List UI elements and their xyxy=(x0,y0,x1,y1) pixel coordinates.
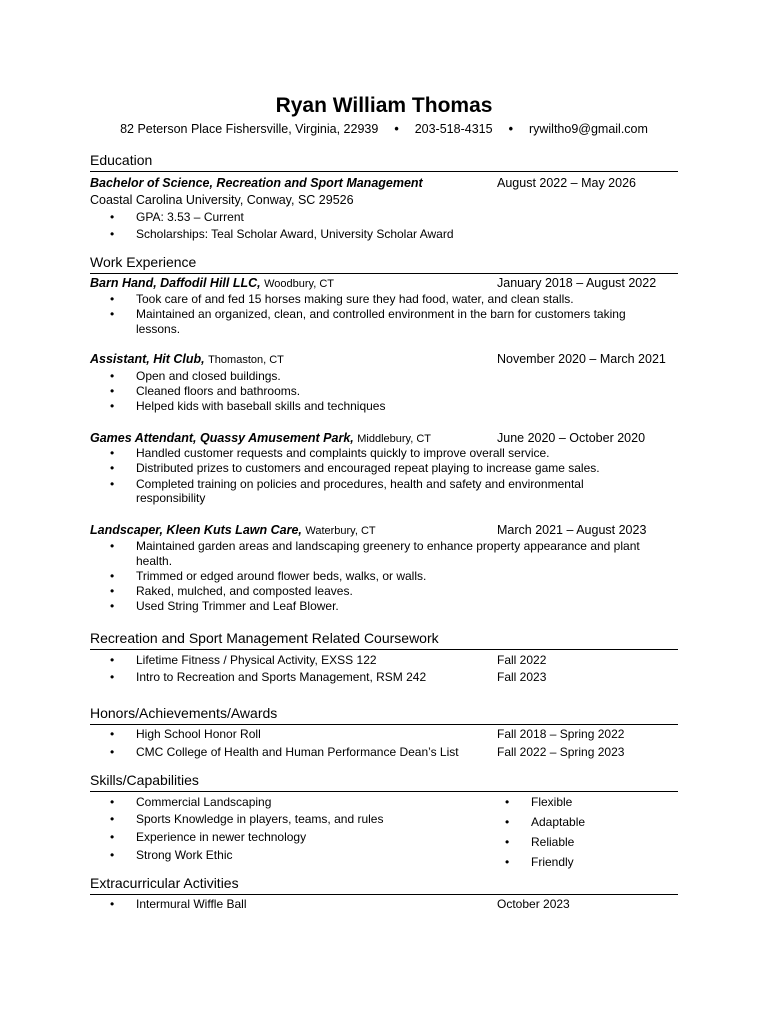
job-heading xyxy=(90,431,431,445)
honor-term: Fall 2018 – Spring 2022 xyxy=(497,727,625,741)
list-item-text: Adaptable xyxy=(531,815,586,829)
degree: Bachelor of Science, Recreation and Sport Management xyxy=(90,176,423,190)
bullet-icon: • xyxy=(110,830,115,844)
bullet-icon: • xyxy=(505,855,510,869)
email-link[interactable]: rywiltho9@gmail.com xyxy=(528,122,648,136)
bullet-icon: • xyxy=(110,745,115,759)
list-item-text: Maintained an organized, clean, and controlled environment in the barn for customers taking xyxy=(136,307,626,321)
list-item-text: GPA: 3.53 – Current xyxy=(136,210,244,224)
bullet-icon: • xyxy=(110,399,115,413)
bullet-icon: • xyxy=(110,446,115,460)
list-item-text: Used String Trimmer and Leaf Blower. xyxy=(136,599,339,613)
bullet-icon: • xyxy=(110,727,115,741)
section-title-work: Work Experience xyxy=(90,254,678,274)
list-item-text: High School Honor Roll xyxy=(136,727,261,741)
separator-dot: • xyxy=(394,122,399,136)
list-item-text: Intermural Wiffle Ball xyxy=(136,897,247,911)
list-item-text: Flexible xyxy=(531,795,573,809)
course-term: Fall 2023 xyxy=(497,670,547,684)
bullet-icon: • xyxy=(110,569,115,583)
job-dates: January 2018 – August 2022 xyxy=(497,276,657,290)
bullet-icon: • xyxy=(110,599,115,613)
phone: 203-518-4315 xyxy=(414,122,493,136)
job-location: Waterbury, CT xyxy=(305,525,376,537)
bullet-icon: • xyxy=(110,584,115,598)
bullet-icon: • xyxy=(110,848,115,862)
job-role: Games Attendant, Quassy Amusement Park, xyxy=(90,431,354,445)
list-item-text: Friendly xyxy=(531,855,574,869)
list-item-text: Lifetime Fitness / Physical Activity, EXSS 122 xyxy=(136,653,377,667)
bullet-icon: • xyxy=(110,897,115,911)
job-heading xyxy=(90,523,376,537)
list-item-text: Scholarships: Teal Scholar Award, University Scholar Award xyxy=(136,227,454,241)
education-dates: August 2022 – May 2026 xyxy=(497,176,636,190)
job-location: Thomaston, CT xyxy=(208,354,284,366)
honor-term: Fall 2022 – Spring 2023 xyxy=(497,745,625,759)
list-item-text: Distributed prizes to customers and encouraged repeat playing to increase game sales. xyxy=(136,461,600,475)
bullet-icon: • xyxy=(505,835,510,849)
bullet-icon: • xyxy=(110,461,115,475)
list-item-text: Completed training on policies and procedures, health and safety and environmental xyxy=(136,477,584,491)
school: Coastal Carolina University, Conway, SC 29526 xyxy=(90,193,354,207)
list-item-text: responsibility xyxy=(136,491,206,505)
section-title-coursework: Recreation and Sport Management Related Coursework xyxy=(90,630,678,650)
list-item-text: Maintained garden areas and landscaping greenery to enhance property appearance and plant xyxy=(136,539,640,553)
list-item-text: Helped kids with baseball skills and techniques xyxy=(136,399,386,413)
section-title-honors: Honors/Achievements/Awards xyxy=(90,705,678,725)
list-item-text: Reliable xyxy=(531,835,575,849)
list-item-text: Trimmed or edged around flower beds, walks, or walls. xyxy=(136,569,427,583)
bullet-icon: • xyxy=(110,210,115,224)
bullet-icon: • xyxy=(110,477,115,491)
bullet-icon: • xyxy=(110,227,115,241)
list-item-text: Cleaned floors and bathrooms. xyxy=(136,384,301,398)
list-item-text: health. xyxy=(136,554,173,568)
job-heading xyxy=(90,352,284,366)
bullet-icon: • xyxy=(110,307,115,321)
list-item-text: Sports Knowledge in players, teams, and rules xyxy=(136,812,384,826)
contact-line xyxy=(0,122,768,136)
bullet-icon: • xyxy=(110,670,115,684)
job-heading xyxy=(90,276,334,290)
job-dates: June 2020 – October 2020 xyxy=(497,431,646,445)
bullet-icon: • xyxy=(110,812,115,826)
job-location: Middlebury, CT xyxy=(357,433,431,445)
bullet-icon: • xyxy=(110,292,115,306)
list-item-text: Took care of and fed 15 horses making sure they had food, water, and clean stalls. xyxy=(136,292,574,306)
course-term: Fall 2022 xyxy=(497,653,547,667)
address: 82 Peterson Place Fishersville, Virginia, 22939 xyxy=(120,122,379,136)
list-item-text: lessons. xyxy=(136,322,181,336)
list-item-text: Commercial Landscaping xyxy=(136,795,272,809)
job-dates: November 2020 – March 2021 xyxy=(497,352,666,366)
bullet-icon: • xyxy=(110,795,115,809)
job-role: Barn Hand, Daffodil Hill LLC, xyxy=(90,276,261,290)
list-item-text: Handled customer requests and complaints quickly to improve overall service. xyxy=(136,446,550,460)
list-item-text: Intro to Recreation and Sports Management, RSM 242 xyxy=(136,670,427,684)
job-dates: March 2021 – August 2023 xyxy=(497,523,647,537)
bullet-icon: • xyxy=(505,815,510,829)
list-item-text: Raked, mulched, and composted leaves. xyxy=(136,584,353,598)
section-title-education: Education xyxy=(90,152,678,172)
job-role: Assistant, Hit Club, xyxy=(90,352,205,366)
bullet-icon: • xyxy=(110,539,115,553)
bullet-icon: • xyxy=(110,653,115,667)
list-item-text: Strong Work Ethic xyxy=(136,848,233,862)
job-location: Woodbury, CT xyxy=(264,278,334,290)
list-item-text: Open and closed buildings. xyxy=(136,369,281,383)
section-title-skills: Skills/Capabilities xyxy=(90,772,678,792)
separator-dot: • xyxy=(508,122,513,136)
bullet-icon: • xyxy=(110,384,115,398)
job-role: Landscaper, Kleen Kuts Lawn Care, xyxy=(90,523,302,537)
list-item-text: CMC College of Health and Human Performance Dean’s List xyxy=(136,745,459,759)
list-item-text: Experience in newer technology xyxy=(136,830,307,844)
activity-term: October 2023 xyxy=(497,897,570,911)
section-title-activities: Extracurricular Activities xyxy=(90,875,678,895)
candidate-name: Ryan William Thomas xyxy=(275,94,493,117)
bullet-icon: • xyxy=(505,795,510,809)
bullet-icon: • xyxy=(110,369,115,383)
